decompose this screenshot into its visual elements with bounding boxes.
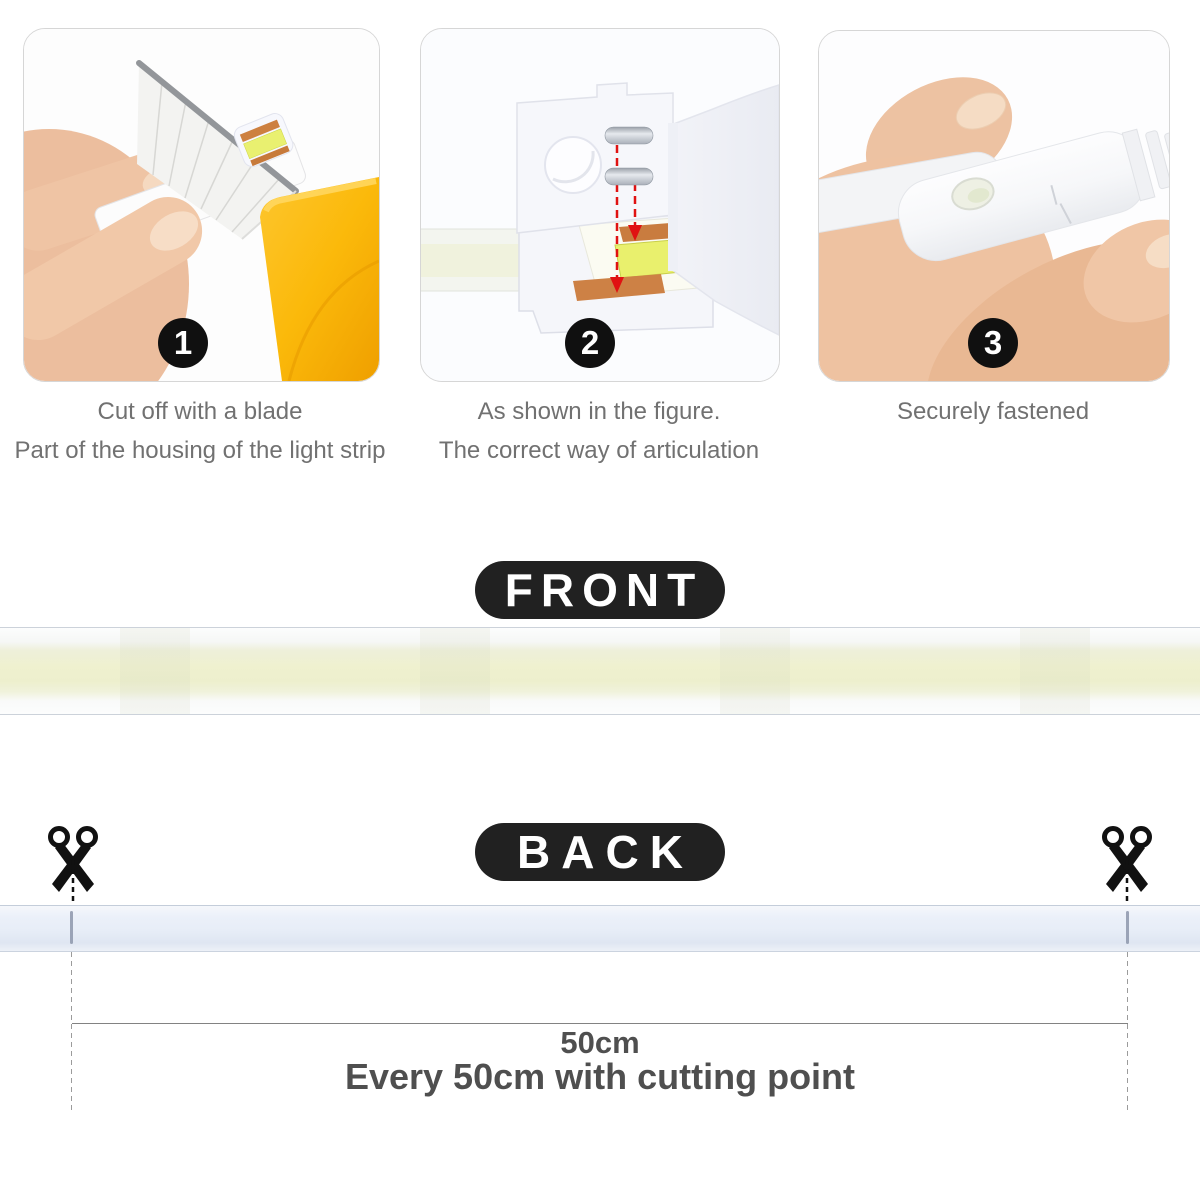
scissors-icon-left bbox=[47, 826, 99, 904]
led-strip-back-view bbox=[0, 905, 1200, 952]
cutting-point-mark-right bbox=[1126, 911, 1129, 944]
step2-caption-line2: The correct way of articulation bbox=[438, 437, 760, 464]
step1-caption-line2: Part of the housing of the light strip bbox=[14, 437, 386, 464]
step-number-badge-1: 1 bbox=[158, 318, 208, 368]
dimension-note: Every 50cm with cutting point bbox=[344, 1056, 856, 1097]
led-strip-front-view bbox=[0, 627, 1200, 715]
step2-caption-line1: As shown in the figure. bbox=[477, 398, 721, 425]
step3-caption-line1: Securely fastened bbox=[896, 398, 1090, 425]
scissors-icon-right bbox=[1101, 826, 1153, 904]
step-number-badge-2: 2 bbox=[565, 318, 615, 368]
dimension-length-label: 50cm bbox=[560, 1025, 640, 1060]
connector-top-cover bbox=[517, 83, 673, 233]
back-label-pill: BACK bbox=[475, 823, 725, 881]
step3-caption bbox=[743, 392, 1200, 431]
strip-sheen bbox=[0, 628, 1200, 714]
front-label-pill: FRONT bbox=[475, 561, 725, 619]
cutting-point-mark-left bbox=[70, 911, 73, 944]
step1-caption-line1: Cut off with a blade bbox=[97, 398, 303, 425]
dimension-line bbox=[72, 1023, 1128, 1024]
step-number-badge-3: 3 bbox=[968, 318, 1018, 368]
